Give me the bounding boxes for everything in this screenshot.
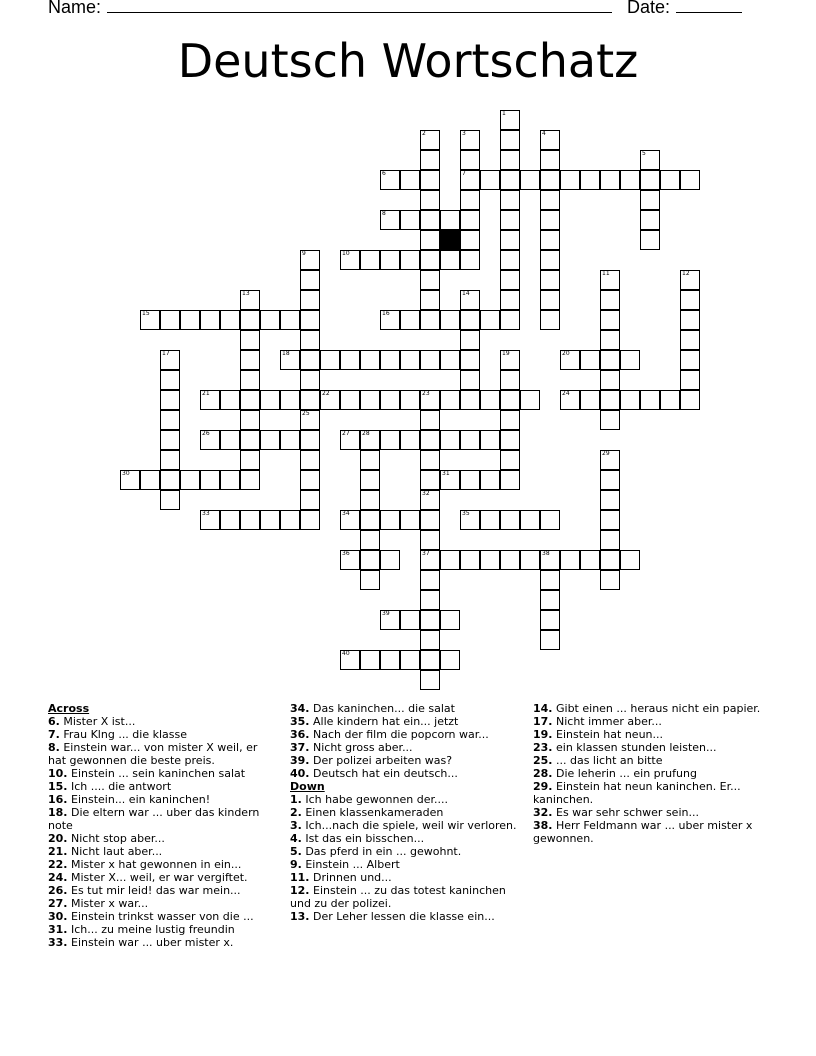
grid-cell[interactable] bbox=[260, 390, 280, 410]
grid-cell[interactable] bbox=[600, 370, 620, 390]
grid-cell[interactable] bbox=[360, 530, 380, 550]
clue-number-26: 26 bbox=[202, 430, 210, 437]
clue-number-29: 29 bbox=[602, 450, 610, 457]
grid-cell[interactable] bbox=[300, 270, 320, 290]
down-clue: 14. Gibt einen ... heraus nicht ein papier. bbox=[533, 702, 761, 715]
clue-number-8: 8 bbox=[382, 210, 386, 217]
grid-cell[interactable] bbox=[460, 430, 480, 450]
grid-cell[interactable] bbox=[580, 390, 600, 410]
across-clue: 7. Frau Klng ... die klasse bbox=[48, 728, 188, 741]
grid-cell[interactable] bbox=[300, 370, 320, 390]
grid-cell[interactable] bbox=[160, 390, 180, 410]
across-clue: 16. Einstein... ein kaninchen! bbox=[48, 793, 211, 806]
grid-cell[interactable] bbox=[400, 170, 420, 190]
grid-cell[interactable] bbox=[600, 410, 620, 430]
grid-cell[interactable] bbox=[640, 230, 660, 250]
across-clue: 35. Alle kindern hat ein... jetzt bbox=[290, 715, 459, 728]
clue-number-35: 35 bbox=[462, 510, 470, 517]
across-clue: 6. Mister X ist... bbox=[48, 715, 136, 728]
clue-number-40: 40 bbox=[342, 650, 350, 657]
grid-cell[interactable] bbox=[400, 510, 420, 530]
grid-cell[interactable] bbox=[500, 450, 520, 470]
across-clue: 33. Einstein war ... uber mister x. bbox=[48, 936, 234, 949]
grid-cell[interactable] bbox=[500, 410, 520, 430]
grid-cell[interactable] bbox=[440, 430, 460, 450]
grid-cell[interactable] bbox=[620, 390, 640, 410]
grid-cell[interactable] bbox=[480, 170, 500, 190]
grid-cell[interactable] bbox=[540, 210, 560, 230]
grid-cell[interactable] bbox=[420, 430, 440, 450]
grid-cell[interactable] bbox=[540, 230, 560, 250]
grid-cell[interactable] bbox=[460, 210, 480, 230]
grid-cell[interactable] bbox=[420, 630, 440, 650]
grid-cell[interactable] bbox=[240, 510, 260, 530]
grid-cell[interactable] bbox=[580, 550, 600, 570]
grid-cell[interactable] bbox=[600, 310, 620, 330]
grid-cell[interactable] bbox=[300, 290, 320, 310]
clue-number-38: 38 bbox=[542, 550, 550, 557]
grid-cell[interactable] bbox=[520, 550, 540, 570]
grid-cell[interactable] bbox=[240, 470, 260, 490]
grid-cell[interactable] bbox=[280, 310, 300, 330]
grid-cell[interactable] bbox=[540, 290, 560, 310]
down-clue: 17. Nicht immer aber... bbox=[533, 715, 662, 728]
grid-cell[interactable] bbox=[460, 550, 480, 570]
grid-cell[interactable] bbox=[300, 350, 320, 370]
down-clue: 11. Drinnen und... bbox=[290, 871, 392, 884]
clue-number-28: 28 bbox=[362, 430, 370, 437]
grid-cell[interactable] bbox=[240, 350, 260, 370]
grid-cell[interactable] bbox=[140, 470, 160, 490]
grid-cell[interactable] bbox=[520, 390, 540, 410]
grid-cell[interactable] bbox=[280, 430, 300, 450]
grid-cell[interactable] bbox=[420, 350, 440, 370]
grid-cell[interactable] bbox=[600, 530, 620, 550]
grid-cell[interactable] bbox=[600, 330, 620, 350]
grid-cell[interactable] bbox=[440, 650, 460, 670]
black-cell bbox=[440, 230, 460, 250]
clue-number-4: 4 bbox=[542, 130, 546, 137]
grid-cell[interactable] bbox=[500, 390, 520, 410]
grid-cell[interactable] bbox=[220, 310, 240, 330]
grid-cell[interactable] bbox=[600, 550, 620, 570]
grid-cell[interactable] bbox=[160, 410, 180, 430]
grid-cell[interactable] bbox=[420, 290, 440, 310]
clue-number-25: 25 bbox=[302, 410, 310, 417]
grid-cell[interactable] bbox=[620, 350, 640, 370]
name-label: Name: bbox=[48, 0, 102, 17]
grid-cell[interactable] bbox=[500, 210, 520, 230]
grid-cell[interactable] bbox=[240, 410, 260, 430]
grid-cell[interactable] bbox=[260, 310, 280, 330]
clue-number-6: 6 bbox=[382, 170, 386, 177]
grid-cell[interactable] bbox=[360, 510, 380, 530]
clue-number-5: 5 bbox=[642, 150, 646, 157]
clue-number-34: 34 bbox=[342, 510, 350, 517]
down-clue: 4. Ist das ein bisschen... bbox=[290, 832, 425, 845]
clue-number-33: 33 bbox=[202, 510, 210, 517]
across-clue: 24. Mister X... weil, er war vergiftet. bbox=[48, 871, 248, 884]
clue-number-17: 17 bbox=[162, 350, 170, 357]
grid-cell[interactable] bbox=[500, 370, 520, 390]
grid-cell[interactable] bbox=[160, 470, 180, 490]
grid-cell[interactable] bbox=[240, 450, 260, 470]
grid-cell[interactable] bbox=[160, 450, 180, 470]
across-clue: 18. Die eltern war ... uber das kindern note bbox=[48, 806, 260, 832]
grid-cell[interactable] bbox=[440, 350, 460, 370]
grid-cell[interactable] bbox=[500, 190, 520, 210]
grid-cell[interactable] bbox=[420, 250, 440, 270]
grid-cell[interactable] bbox=[440, 390, 460, 410]
grid-cell[interactable] bbox=[360, 350, 380, 370]
grid-cell[interactable] bbox=[280, 510, 300, 530]
grid-cell[interactable] bbox=[460, 470, 480, 490]
clue-number-19: 19 bbox=[502, 350, 510, 357]
grid-cell[interactable] bbox=[500, 290, 520, 310]
across-clue: 26. Es tut mir leid! das war mein... bbox=[48, 884, 241, 897]
grid-cell[interactable] bbox=[240, 370, 260, 390]
grid-cell[interactable] bbox=[460, 250, 480, 270]
grid-cell[interactable] bbox=[680, 370, 700, 390]
down-clue: 3. Ich...nach die spiele, weil wir verloren. bbox=[290, 819, 517, 832]
grid-cell[interactable] bbox=[460, 330, 480, 350]
grid-cell[interactable] bbox=[220, 510, 240, 530]
grid-cell[interactable] bbox=[560, 550, 580, 570]
across-clue: 21. Nicht laut aber... bbox=[48, 845, 163, 858]
down-clues-col1 bbox=[290, 702, 520, 923]
grid-cell[interactable] bbox=[600, 470, 620, 490]
clue-number-20: 20 bbox=[562, 350, 570, 357]
page-title: Deutsch Wortschatz bbox=[177, 34, 639, 88]
grid-cell[interactable] bbox=[340, 350, 360, 370]
grid-cell[interactable] bbox=[360, 390, 380, 410]
grid-cell[interactable] bbox=[620, 170, 640, 190]
grid-cell[interactable] bbox=[500, 310, 520, 330]
grid-cell[interactable] bbox=[400, 350, 420, 370]
grid-cell[interactable] bbox=[420, 170, 440, 190]
grid-cell[interactable] bbox=[660, 390, 680, 410]
grid-cell[interactable] bbox=[540, 270, 560, 290]
grid-cell[interactable] bbox=[460, 390, 480, 410]
grid-cell[interactable] bbox=[540, 150, 560, 170]
grid-cell[interactable] bbox=[540, 510, 560, 530]
grid-cell[interactable] bbox=[440, 550, 460, 570]
grid-cell[interactable] bbox=[420, 270, 440, 290]
grid-cell[interactable] bbox=[360, 490, 380, 510]
grid-cell[interactable] bbox=[480, 390, 500, 410]
grid-cell[interactable] bbox=[480, 430, 500, 450]
grid-cell[interactable] bbox=[400, 210, 420, 230]
grid-cell[interactable] bbox=[500, 250, 520, 270]
grid-cell[interactable] bbox=[380, 510, 400, 530]
grid-cell[interactable] bbox=[420, 310, 440, 330]
across-clue: 10. Einstein ... sein kaninchen salat bbox=[48, 767, 246, 780]
grid-cell[interactable] bbox=[300, 450, 320, 470]
grid-cell[interactable] bbox=[420, 670, 440, 690]
grid-cell[interactable] bbox=[520, 170, 540, 190]
down-clue: 29. Einstein hat neun kaninchen. Er... kaninchen. bbox=[533, 780, 741, 806]
grid-cell[interactable] bbox=[300, 390, 320, 410]
down-clue: 32. Es war sehr schwer sein... bbox=[533, 806, 699, 819]
grid-cell[interactable] bbox=[540, 170, 560, 190]
clue-number-31: 31 bbox=[442, 470, 450, 477]
grid-cell[interactable] bbox=[200, 310, 220, 330]
grid-cell[interactable] bbox=[500, 470, 520, 490]
grid-cell[interactable] bbox=[160, 430, 180, 450]
down-clue: 1. Ich habe gewonnen der.... bbox=[290, 793, 448, 806]
grid-cell[interactable] bbox=[380, 390, 400, 410]
grid-cell[interactable] bbox=[460, 190, 480, 210]
grid-cell[interactable] bbox=[540, 570, 560, 590]
down-clue: 19. Einstein hat neun... bbox=[533, 728, 664, 741]
grid-cell[interactable] bbox=[260, 510, 280, 530]
down-clue: 12. Einstein ... zu das totest kaninchen und zu der polizei. bbox=[290, 884, 506, 910]
grid-cell[interactable] bbox=[600, 170, 620, 190]
clue-number-18: 18 bbox=[282, 350, 290, 357]
across-clue: 36. Nach der film die popcorn war... bbox=[290, 728, 489, 741]
grid-cell[interactable] bbox=[560, 170, 580, 190]
grid-cell[interactable] bbox=[420, 190, 440, 210]
down-clue: 9. Einstein ... Albert bbox=[290, 858, 400, 871]
grid-cell[interactable] bbox=[360, 250, 380, 270]
grid-cell[interactable] bbox=[420, 410, 440, 430]
date-label: Date: bbox=[627, 0, 671, 17]
grid-cell[interactable] bbox=[300, 310, 320, 330]
grid-cell[interactable] bbox=[600, 570, 620, 590]
down-clue: 28. Die leherin ... ein prufung bbox=[533, 767, 697, 780]
grid-cell[interactable] bbox=[300, 510, 320, 530]
clue-number-39: 39 bbox=[382, 610, 390, 617]
grid-cell[interactable] bbox=[160, 490, 180, 510]
grid-cell[interactable] bbox=[620, 550, 640, 570]
clue-number-36: 36 bbox=[342, 550, 350, 557]
clue-number-24: 24 bbox=[562, 390, 570, 397]
grid-cell[interactable] bbox=[360, 570, 380, 590]
grid-cell[interactable] bbox=[640, 390, 660, 410]
grid-cell[interactable] bbox=[640, 190, 660, 210]
grid-cell[interactable] bbox=[220, 390, 240, 410]
grid-cell[interactable] bbox=[480, 310, 500, 330]
clue-number-3: 3 bbox=[462, 130, 466, 137]
grid-cell[interactable] bbox=[680, 330, 700, 350]
grid-cell[interactable] bbox=[420, 470, 440, 490]
grid-cell[interactable] bbox=[360, 650, 380, 670]
grid-cell[interactable] bbox=[500, 130, 520, 150]
grid-cell[interactable] bbox=[340, 390, 360, 410]
grid-cell[interactable] bbox=[240, 430, 260, 450]
across-clues bbox=[48, 702, 278, 949]
clue-number-16: 16 bbox=[382, 310, 390, 317]
grid-cell[interactable] bbox=[260, 430, 280, 450]
clue-number-30: 30 bbox=[122, 470, 130, 477]
grid-cell[interactable] bbox=[420, 650, 440, 670]
grid-cell[interactable] bbox=[460, 350, 480, 370]
grid-cell[interactable] bbox=[460, 150, 480, 170]
grid-cell[interactable] bbox=[220, 430, 240, 450]
grid-cell[interactable] bbox=[180, 470, 200, 490]
grid-cell[interactable] bbox=[400, 390, 420, 410]
clue-number-10: 10 bbox=[342, 250, 350, 257]
clue-number-7: 7 bbox=[462, 170, 466, 177]
grid-cell[interactable] bbox=[460, 310, 480, 330]
down-clues-col2 bbox=[533, 702, 763, 845]
across-clue: 27. Mister x war... bbox=[48, 897, 149, 910]
down-clue: 38. Herr Feldmann war ... uber mister x gewonnen. bbox=[533, 819, 753, 845]
grid-cell[interactable] bbox=[440, 610, 460, 630]
across-clue: 34. Das kaninchen... die salat bbox=[290, 702, 455, 715]
grid-cell[interactable] bbox=[520, 510, 540, 530]
grid-cell[interactable] bbox=[500, 430, 520, 450]
grid-cell[interactable] bbox=[680, 310, 700, 330]
grid-cell[interactable] bbox=[540, 630, 560, 650]
grid-cell[interactable] bbox=[660, 170, 680, 190]
grid-cell[interactable] bbox=[600, 390, 620, 410]
clue-number-23: 23 bbox=[422, 390, 430, 397]
grid-cell[interactable] bbox=[640, 210, 660, 230]
grid-cell[interactable] bbox=[600, 290, 620, 310]
down-heading: Down bbox=[290, 780, 325, 793]
grid-cell[interactable] bbox=[440, 310, 460, 330]
across-clue: 20. Nicht stop aber... bbox=[48, 832, 165, 845]
grid-cell[interactable] bbox=[360, 450, 380, 470]
grid-cell[interactable] bbox=[540, 590, 560, 610]
grid-cell[interactable] bbox=[300, 330, 320, 350]
grid-cell[interactable] bbox=[680, 390, 700, 410]
down-clue: 13. Der Leher lessen die klasse ein... bbox=[290, 910, 495, 923]
grid-cell[interactable] bbox=[480, 470, 500, 490]
grid-cell[interactable] bbox=[400, 610, 420, 630]
grid-cell[interactable] bbox=[380, 550, 400, 570]
clue-number-9: 9 bbox=[302, 250, 306, 257]
clue-number-15: 15 bbox=[142, 310, 150, 317]
grid-cell[interactable] bbox=[500, 150, 520, 170]
grid-cell[interactable] bbox=[500, 230, 520, 250]
down-clue: 5. Das pferd in ein ... gewohnt. bbox=[290, 845, 462, 858]
grid-cell[interactable] bbox=[200, 470, 220, 490]
across-clue: 15. Ich .... die antwort bbox=[48, 780, 172, 793]
grid-cell[interactable] bbox=[500, 510, 520, 530]
grid-cell[interactable] bbox=[480, 510, 500, 530]
grid-cell[interactable] bbox=[600, 350, 620, 370]
grid-cell[interactable] bbox=[680, 170, 700, 190]
grid-cell[interactable] bbox=[400, 650, 420, 670]
across-clue: 31. Ich... zu meine lustig freundin bbox=[48, 923, 235, 936]
down-clue: 25. ... das licht an bitte bbox=[533, 754, 663, 767]
across-clue: 39. Der polizei arbeiten was? bbox=[290, 754, 453, 767]
across-clue: 30. Einstein trinkst wasser von die ... bbox=[48, 910, 254, 923]
grid-cell[interactable] bbox=[680, 290, 700, 310]
clue-number-21: 21 bbox=[202, 390, 210, 397]
grid-cell[interactable] bbox=[440, 210, 460, 230]
grid-cell[interactable] bbox=[220, 470, 240, 490]
grid-cell[interactable] bbox=[360, 470, 380, 490]
grid-cell[interactable] bbox=[600, 490, 620, 510]
grid-cell[interactable] bbox=[400, 310, 420, 330]
clue-number-11: 11 bbox=[602, 270, 610, 277]
across-clue: 22. Mister x hat gewonnen in ein... bbox=[48, 858, 242, 871]
grid-cell[interactable] bbox=[420, 450, 440, 470]
clue-number-12: 12 bbox=[682, 270, 690, 277]
clue-number-13: 13 bbox=[242, 290, 250, 297]
grid-cell[interactable] bbox=[400, 430, 420, 450]
clue-number-14: 14 bbox=[462, 290, 470, 297]
grid-cell[interactable] bbox=[180, 310, 200, 330]
across-clue: 40. Deutsch hat ein deutsch... bbox=[290, 767, 458, 780]
grid-cell[interactable] bbox=[420, 570, 440, 590]
clue-number-1: 1 bbox=[502, 110, 506, 117]
grid-cell[interactable] bbox=[240, 390, 260, 410]
grid-cell[interactable] bbox=[580, 350, 600, 370]
grid-cell[interactable] bbox=[420, 590, 440, 610]
grid-cell[interactable] bbox=[320, 350, 340, 370]
across-clue: 8. Einstein war... von mister X weil, er hat gewonnen die beste preis. bbox=[48, 741, 258, 767]
grid-cell[interactable] bbox=[380, 250, 400, 270]
clue-number-37: 37 bbox=[422, 550, 430, 557]
grid-cell[interactable] bbox=[420, 230, 440, 250]
across-heading: Across bbox=[48, 702, 90, 715]
grid-cell[interactable] bbox=[500, 270, 520, 290]
clue-number-2: 2 bbox=[422, 130, 426, 137]
grid-cell[interactable] bbox=[160, 370, 180, 390]
grid-cell[interactable] bbox=[540, 310, 560, 330]
grid-cell[interactable] bbox=[540, 610, 560, 630]
grid-cell[interactable] bbox=[300, 430, 320, 450]
grid-cell[interactable] bbox=[600, 510, 620, 530]
down-clue: 2. Einen klassenkameraden bbox=[290, 806, 444, 819]
grid-cell[interactable] bbox=[540, 250, 560, 270]
across-clue: 37. Nicht gross aber... bbox=[290, 741, 413, 754]
grid-cell[interactable] bbox=[480, 550, 500, 570]
grid-cell[interactable] bbox=[460, 370, 480, 390]
grid-cell[interactable] bbox=[540, 190, 560, 210]
grid-cell[interactable] bbox=[440, 250, 460, 270]
grid-cell[interactable] bbox=[400, 250, 420, 270]
clue-number-22: 22 bbox=[322, 390, 330, 397]
grid-cell[interactable] bbox=[300, 490, 320, 510]
grid-cell[interactable] bbox=[680, 350, 700, 370]
grid-cell[interactable] bbox=[380, 430, 400, 450]
grid-cell[interactable] bbox=[580, 170, 600, 190]
grid-cell[interactable] bbox=[500, 170, 520, 190]
grid-cell[interactable] bbox=[460, 230, 480, 250]
grid-cell[interactable] bbox=[420, 610, 440, 630]
grid-cell[interactable] bbox=[380, 350, 400, 370]
clue-number-27: 27 bbox=[342, 430, 350, 437]
grid-cell[interactable] bbox=[160, 310, 180, 330]
grid-cell[interactable] bbox=[380, 650, 400, 670]
grid-cell[interactable] bbox=[500, 550, 520, 570]
grid-cell[interactable] bbox=[280, 390, 300, 410]
grid-cell[interactable] bbox=[420, 530, 440, 550]
grid-cell[interactable] bbox=[640, 170, 660, 190]
grid-cell[interactable] bbox=[420, 210, 440, 230]
grid-cell[interactable] bbox=[420, 150, 440, 170]
grid-cell[interactable] bbox=[420, 510, 440, 530]
down-clue: 23. ein klassen stunden leisten... bbox=[533, 741, 717, 754]
grid-cell[interactable] bbox=[240, 330, 260, 350]
clue-number-32: 32 bbox=[422, 490, 430, 497]
grid-cell[interactable] bbox=[360, 550, 380, 570]
grid-cell[interactable] bbox=[240, 310, 260, 330]
grid-cell[interactable] bbox=[300, 470, 320, 490]
